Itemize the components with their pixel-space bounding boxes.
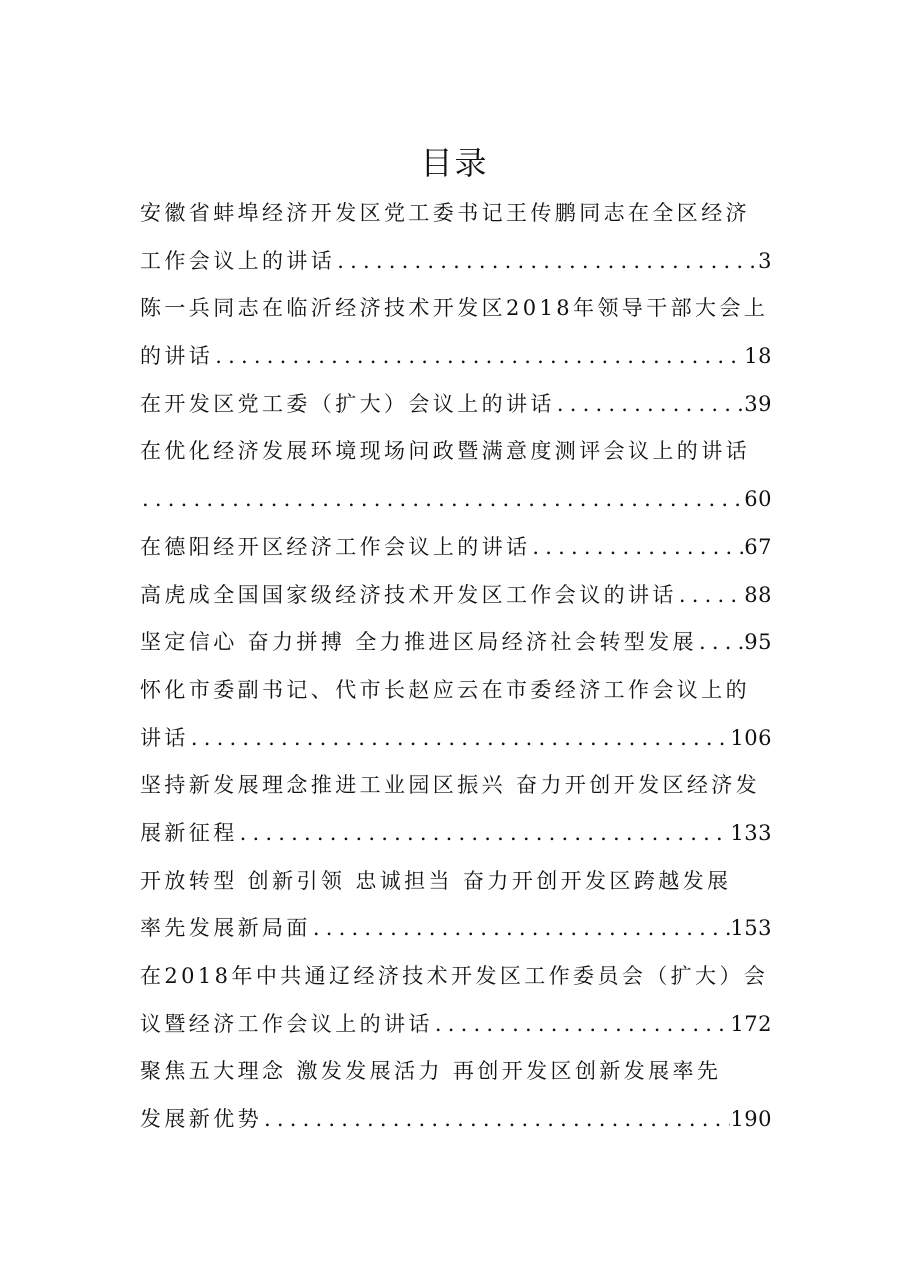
toc-entry-title-line: 陈一兵同志在临沂经济技术开发区2018年领导干部大会上 [140,296,769,321]
toc-page-number: 39 [744,391,772,416]
toc-entry-title-line: 怀化市委副书记、代市长赵应云在市委经济工作会议上的 [140,677,750,702]
dot-leader [262,1096,730,1144]
toc-page-number: 88 [744,582,772,607]
page-title: 目录 [420,144,489,182]
toc-entry[interactable] [140,524,772,572]
toc-entry[interactable] [140,953,772,1048]
dot-leader [697,619,744,667]
toc-page-number: 190 [730,1107,772,1132]
toc-page-number: 172 [730,1011,772,1036]
toc-entry[interactable] [140,1048,772,1143]
toc-entry-last-line [140,381,772,429]
toc-entry[interactable] [140,381,772,429]
toc-page-number: 95 [744,630,772,655]
toc-entry[interactable] [140,190,772,285]
toc-page-number: 133 [730,820,772,845]
toc-entry-last-line [140,1001,772,1049]
toc-entry[interactable] [140,428,772,523]
toc-entry-title-tail: 讲话 [140,725,189,750]
toc-page-number: 60 [744,487,772,512]
toc-entry-last-line [140,905,772,953]
toc-entry-title-tail: 议暨经济工作会议上的讲话 [140,1011,433,1036]
toc-entry-title-tail: 发展新优势 [140,1107,262,1132]
dot-leader [140,476,744,524]
toc-entry-title-line: 开放转型 创新引领 忠诚担当 奋力开创开发区跨越发展 [140,868,732,893]
toc-entry-title-line: 在优化经济发展环境现场问政暨满意度测评会议上的讲话 [140,439,750,464]
toc-page-number: 18 [744,344,772,369]
toc-entry-last-line [140,476,772,524]
toc-entry-title-tail: 的讲话 [140,344,214,369]
table-of-contents [140,190,772,1144]
toc-entry-last-line [140,572,772,620]
toc-entry-last-line [140,810,772,858]
dot-leader [677,572,744,620]
toc-entry[interactable] [140,619,772,667]
toc-page-number: 3 [758,248,772,273]
toc-entry-last-line [140,524,772,572]
toc-entry-title-tail: 在开发区党工委（扩大）会议上的讲话 [140,391,555,416]
toc-entry-title-line: 安徽省蚌埠经济开发区党工委书记王传鹏同志在全区经济 [140,201,750,225]
dot-leader [189,715,731,763]
toc-entry-title-tail: 展新征程 [140,820,238,845]
toc-entry-title-tail: 坚定信心 奋力拼搏 全力推进区局经济社会转型发展 [140,630,697,655]
toc-entry-last-line [140,1096,772,1144]
toc-entry-title-tail: 在德阳经开区经济工作会议上的讲话 [140,534,531,559]
toc-entry-last-line [140,715,772,763]
toc-page-number: 67 [744,534,772,559]
toc-entry-title-tail: 高虎成全国国家级经济技术开发区工作会议的讲话 [140,582,677,607]
toc-entry[interactable] [140,572,772,620]
toc-page-number: 106 [730,725,772,750]
dot-leader [335,238,758,286]
toc-entry[interactable] [140,858,772,953]
dot-leader [311,905,731,953]
toc-entry[interactable] [140,285,772,380]
dot-leader [238,810,731,858]
toc-entry-last-line [140,238,772,286]
dot-leader [433,1001,731,1049]
toc-entry-last-line [140,619,772,667]
toc-entry-title-line: 坚持新发展理念推进工业园区振兴 奋力开创开发区经济发 [140,773,761,798]
toc-entry-last-line [140,333,772,381]
toc-entry-title-line: 在2018年中共通辽经济技术开发区工作委员会（扩大）会 [140,964,769,988]
toc-entry-title-tail: 工作会议上的讲话 [140,248,336,273]
dot-leader [555,381,744,429]
dot-leader [213,333,744,381]
dot-leader [530,524,744,572]
toc-entry-title-tail: 率先发展新局面 [140,916,311,941]
toc-entry[interactable] [140,762,772,857]
toc-entry[interactable] [140,667,772,762]
toc-entry-title-line: 聚焦五大理念 激发发展活力 再创开发区创新发展率先 [140,1059,722,1084]
toc-page-number: 153 [730,916,772,941]
